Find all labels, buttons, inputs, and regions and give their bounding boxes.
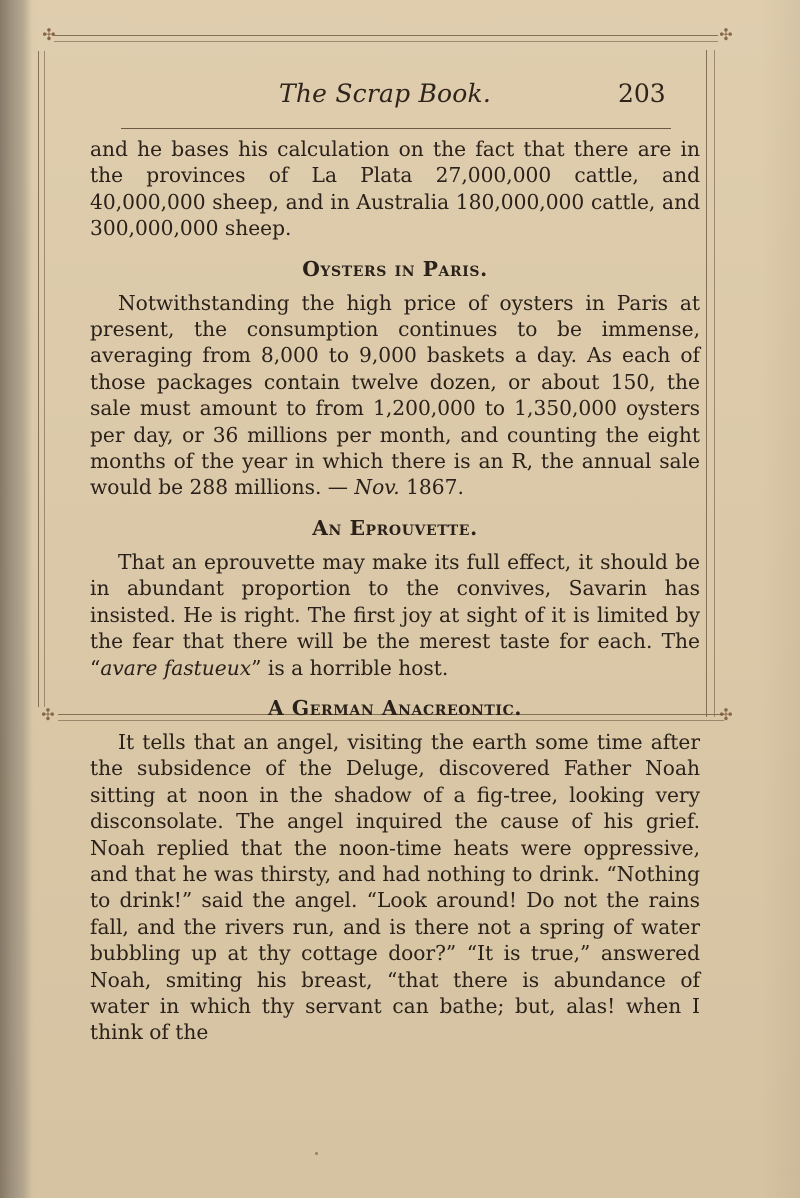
running-title: The Scrap Book. <box>279 79 492 108</box>
paragraph-text: Notwithstanding the high price of oysters in Paris at present, the consumption continues to be immense, averaging from 8,000 to 9,000 baskets a day. As each of those packages contain twelve dozen, or about 150, the sale must amount to from 1,200,000 to 1,350,000 oysters per day, or 36 millions per month, and counting the eight months of the year in which there is an R, the annual sale would be 288 millions. <box>90 290 700 500</box>
citation-dash: — <box>327 475 348 500</box>
page-left-edge <box>0 0 32 1198</box>
paper-speck <box>315 1152 318 1155</box>
citation-year: 1867. <box>406 475 464 500</box>
corner-ornament-icon: ✣ <box>719 705 733 724</box>
citation-month: Nov. <box>354 475 400 500</box>
page-number: 203 <box>618 79 666 108</box>
paper-speck <box>655 299 658 302</box>
page-header <box>279 79 689 113</box>
paragraph-text-start: That an eprouvette may make its full effect, it should be in abundant proportion to the convives, Savarin has insisted. He is right. The first joy at sight of it is limited by the fear that there will be the merest taste for each. The “ <box>90 549 700 680</box>
page-content <box>90 136 700 1046</box>
section-heading: A German Anacreontic. <box>268 695 522 720</box>
section-heading: Oysters in Paris. <box>302 256 488 281</box>
paragraph <box>90 549 700 681</box>
corner-ornament-icon: ✣ <box>719 25 733 44</box>
paragraph-text-end: ” is a horrible host. <box>251 655 449 680</box>
corner-ornament-icon: ✣ <box>41 705 55 724</box>
paragraph <box>90 290 700 501</box>
corner-ornament-icon: ✣ <box>42 25 56 44</box>
paragraph: and he bases his calculation on the fact that there are in the provinces of La Plata 27,000,000 cattle, and 40,000,000 sheep, and in Australia 180,000,000 cattle, and 300,000,000 sheep. <box>90 137 700 241</box>
paragraph-italic-phrase: avare fastueux <box>100 655 252 680</box>
section-heading: An Eprouvette. <box>312 515 478 540</box>
paragraph: It tells that an angel, visiting the earth some time after the subsidence of the Deluge, discovered Father Noah sitting at noon in the shadow of a fig-tree, looking very disconsolate. The angel inquired the cause of his grief. Noah replied that the noon-time heats were oppressive, and that he was thirsty, and had nothing to drink. “Nothing to drink!” said the angel. “Look around! Do not the rains fall, and the rivers run, and is there not a spring of water bubbling up at thy cottage door?” “It is true,” answered Noah, smiting his breast, “that there is abundance of water in which thy servant can bathe; but, alas! when I think of the <box>90 729 700 1045</box>
header-rule <box>121 128 671 129</box>
